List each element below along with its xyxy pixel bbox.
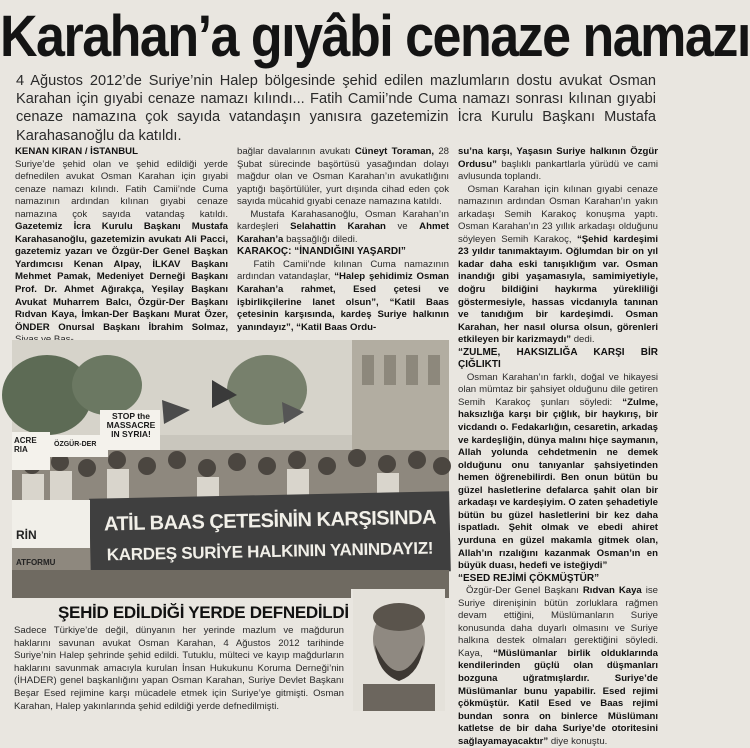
banner-left-fragment-2: ATFORMU — [16, 558, 56, 567]
sign-left: ACRE RIA — [14, 436, 37, 454]
banner-line-2: KARDEŞ SURİYE HALKININ YANINDAYIZ! — [106, 538, 434, 565]
deck-paragraph: 4 Ağustos 2012’de Suriye’nin Halep bölgesinde şehid edilen mazlumların dostu avukat Osman Karahan için gıyabi cenaze namazı kılındı... Fatih Camii’nde Cuma namazı sonrası kılınan gıyabi cenaze namazına çok sayıda vatandaşın yanısıra gazetemizin İcra Kurulu Başkanı Mustafa Karahasanoğlu da katıldı. — [16, 73, 656, 144]
sign-stop-massacre: STOP the MASSACRE IN SYRIA! — [106, 411, 156, 439]
col3-text: başlıklı pankartlarla yürüdü ve cami avlusunda toplandı. — [458, 158, 658, 183]
col1-text: Suriye’de şehid olan ve şehid edildiği yerde defnedilen avukat Osman Karahan için gıyabi cenaze namazı kılındı. Fatih Camii’nde Cuma namazının ardından kılınan gıyabi cenaze namazına çok sayıda vatandaş katıldı. — [15, 158, 228, 220]
col3-text-4-end: diye konuştu. — [550, 735, 608, 747]
subheading-esed: “ESED REJİMİ ÇÖKMÜŞTÜR” — [458, 572, 600, 584]
col2-text-rest: 28 Şubat sürecinde başörtüsü yasağından dolayı mağdur olan ve Osman Karahan’ın avukatlığını yaptığı başörtülüler, yurt dışında cihad eden çok sayıda mücahid gıyabi cenaze namazına katıldı. — [237, 146, 449, 208]
col2-bold-name: Cüneyt Toraman, — [354, 146, 435, 157]
col2-bold-slogans: “Halep şehidimiz Osman Karahan’a rahmet, Esed çetesi ve işbirlikçilerine lanet olsun”, “Katil Baas çetesinin karşısında, kardeş Suriye halkının yanındayız”, “Katil Baas Ordu- — [237, 271, 450, 333]
subheading-karakoc: KARAKOÇ: “İNANDIĞINI YAŞARDI” — [237, 246, 406, 258]
col2-text-3: Fatih Camii’nde kılınan Cuma namazının ardından vatandaşlar, — [237, 258, 449, 283]
col2-bold-name-3: Ahmet Karahan’a — [237, 221, 450, 245]
col2-and: ve — [397, 221, 408, 233]
col3-bold-name: Rıdvan Kaya — [582, 585, 642, 597]
col3-text-3: Osman Karahan’ın farklı, doğal ve hikayesi olan mümtaz bir şahsiyet olduğunu dile getiren Semih Karakoç şunları söyledi: — [458, 371, 658, 408]
col1-bold-text: Gazetemiz İcra Kurulu Başkanı Mustafa Karahasanoğlu, gazetemizin avukatı Ali Pacci, gazetemiz yazarı ve Özgür-Der Genel Başkan Yardımcısı Kenan Alpay, İLKAV Başkanı Mehmet Pamak, Medeniyet Derneği Başkanı Prof. Dr. Ahmet Ağırakça, Yeşilay Başkanı Avukat Muharrem Balcı, Özgür-Der Başkanı Rıdvan Kaya, İmkan-Der Başkanı Murat Özer, ÖNDER Onursal Başkanı İbrahim Solmaz, — [15, 221, 228, 333]
col2-text: bağlar davalarının avukatı — [237, 146, 351, 157]
portrait-photo — [351, 589, 445, 711]
col2-text-2-rest: başsağlığı diledi. — [286, 233, 358, 245]
subheadline-buried: ŞEHİD EDİLDİĞİ YERDE DEFNEDİLDİ — [58, 603, 349, 622]
sidebar-paragraph: Sadece Türkiye’de değil, dünyanın her yerinde mazlum ve mağdurun haklarını savunan avukat Osman Karahan, 4 Ağustos 2012 tarihinde Suriye’nin Halep şehrinde şehid edildi. Tutuklu, mülteci ve kayıp mağdurların haklarını savunmak amacıyla kurulan İnsan Hukukunu Koruma Derneği’nin (İHADER) genel başkanlığını yapan Osman Karahan, Suriye Devlet Başkanı Beşar Esed rejimine karşı mücadele etmek için Suriye’ye gitmişti. Osman Karahan, Halep yakınlarında şehid edildiği yerde defnedilmişti. — [14, 625, 344, 712]
article-column-3 — [458, 146, 658, 748]
headline: Karahan’a gıyâbi cenaze namazı — [0, 4, 750, 70]
col3-text-4-rest: ise Suriye direnişinin bütün zorluklara rağmen devam ettiğini, Müslümanların Suriye konusunda daha duyarlı olmasını ve Suriye halkına destek olmaları gerektiğini söyledi. Kaya, — [458, 585, 658, 659]
portrait-illustration — [353, 589, 445, 711]
col3-bold-quote: “Şehid kardeşimi 23 yıldır tanımaktayım. Oğlumdan bir on yıl kadar daha eski tanışıklığım var. Osman inandığı gibi yaşamasıyla, samimiyetiyle, doğru bildiğini haykırma yürekliliği göstermesiyle, hassas vicdanıyla tanınan ve tanıdığım bir kardeşimdi. Osman Karahan, her nasıl olursa olsun, görenleri etkileyen bir karizmaydı” — [458, 233, 658, 346]
col2-bold-name-2: Selahattin Karahan — [290, 221, 386, 233]
banner-line-1: ATİL BAAS ÇETESİNİN KARŞISINDA — [103, 506, 437, 536]
col3-text-2: Osman Karahan için kılınan gıyabi cenaze namazının ardından Osman Karahan’ın yakın arkadaşı Semih Karakoç konuşma yaptı. Osman Karahan’ın 23 yıllık arkadaşı olduğunu söyleyen Semih Karakoç, — [458, 183, 658, 245]
col3-bold-slogan: su’na karşı, Yaşasın Suriye halkının Özgür Ordusu” — [458, 146, 658, 170]
subheading-zulme: “ZULME, HAKSIZLIĞA KARŞI BİR ÇIĞLIKTI — [458, 346, 658, 371]
sign-ozgur-der: ÖZGÜR-DER — [54, 441, 97, 448]
col3-bold-quote-3: “Müslümanlar birlik olduklarında kendilerinden güçlü olan düşmanları bozguna uğratmışlardır. Suriye’de Müslümanlar bunu yapabilir. Esed rejimi çökmüştür. Katil Esed ve Baas rejimi bundan sonra on binlerce Müslümanı katletse de bir daha Suriye’de otoritesini sağlayamayacaktır” — [458, 647, 659, 747]
col3-text-4: Özgür-Der Genel Başkanı — [465, 585, 579, 597]
article-column-1 — [15, 146, 228, 347]
col2-text-2: Mustafa Karahasanoğlu, Osman Karahan’ın kardeşleri — [237, 208, 449, 233]
article-column-2 — [237, 146, 449, 334]
protest-photo — [12, 340, 449, 598]
col3-bold-quote-2: “Zulme, haksızlığa karşı bir çığlık, bir haykırış, bir vicdandı o. Fedakarlığın, cesaretin, arkadaş ve kardeşliğin, dünya malını hiçe saymanın, Allah yolunda cehdetmenin ne demek olduğunu onu tanıyanlar şahsiyetinden hemen öğrenebilirdi. Ben onun bütün bu güzel hasletlerine defalarca şahit olan bir arkadaşı ve kardeşiyim. O zaten şehadetiyle bütün bu güzel hasletlerini bir kez daha ispatladı. Şehit olmak ve ebedi ahiret yurduna en güzel makamla gitmek olan, Allah’ın rızalığını kazanmak Osman’ın en büyük duası, hedefi ve isteğiydi” — [458, 396, 658, 572]
col3-text-2-end: dedi. — [573, 334, 595, 346]
banner-left-fragment: RİN — [16, 528, 37, 542]
byline: KENAN KIRAN / İSTANBUL — [15, 146, 138, 157]
